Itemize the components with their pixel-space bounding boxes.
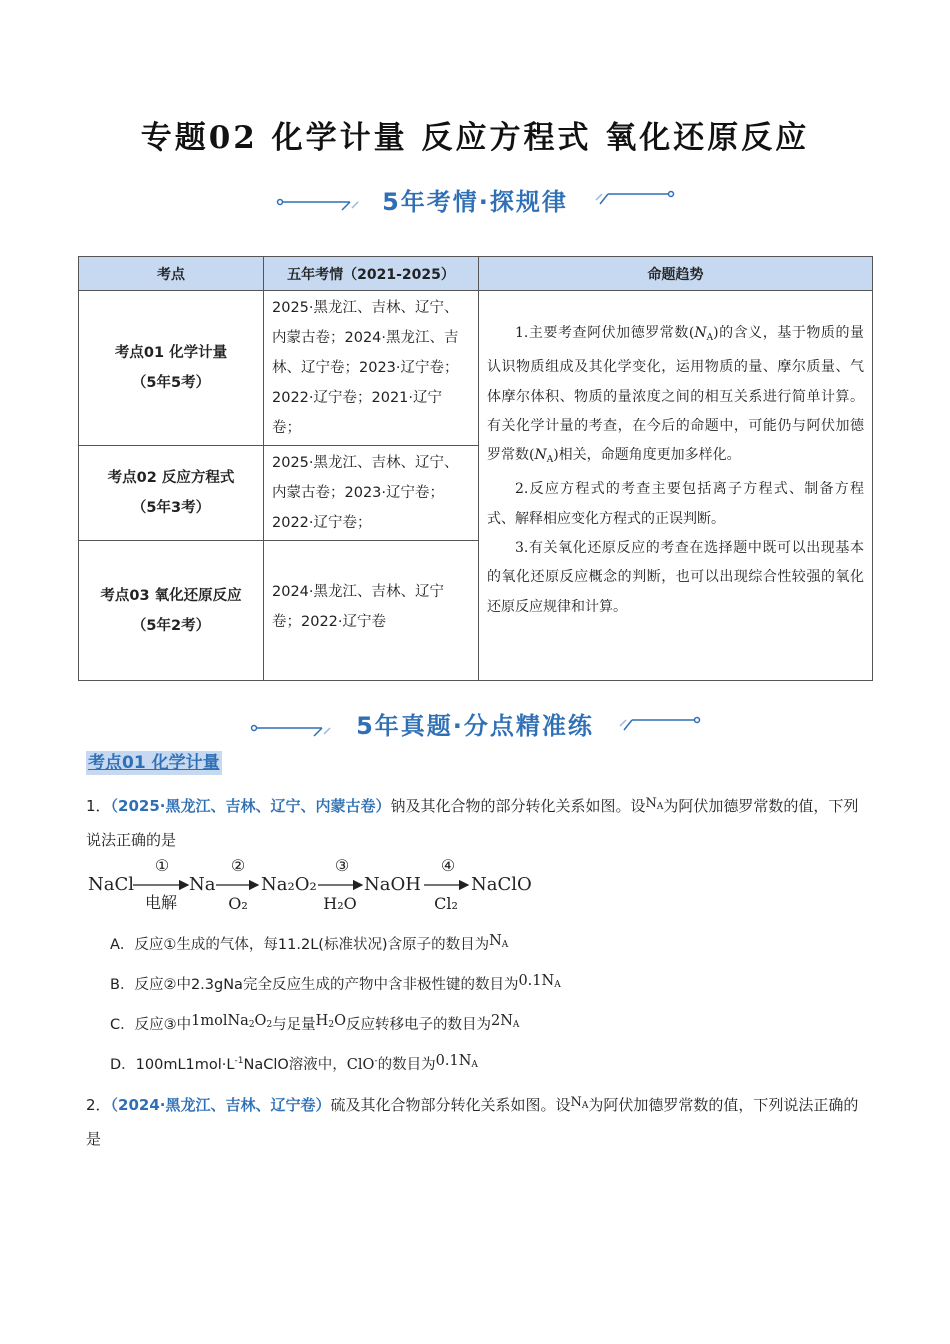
banner-title: 5年真题·分点精准练 <box>356 712 594 740</box>
trend-paragraph: 2.反应方程式的考查主要包括离子方程式、制备方程式、解释相应变化方程式的正误判断。 <box>487 481 864 527</box>
exam-point-cell <box>79 446 264 541</box>
condition-label: O₂ <box>228 894 248 913</box>
option-b[interactable]: B．反应②中2.3gNa完全反应生成的产物中含非极性键的数目为$0.1N^A$ <box>110 973 561 993</box>
species-label: NaOH <box>364 874 421 895</box>
step-label: ② <box>230 856 246 875</box>
exam-point-cell <box>79 291 264 446</box>
exam-point-name: 考点02 反应方程式 <box>107 470 235 486</box>
question-source: （2025·黑龙江、吉林、辽宁、内蒙古卷） <box>110 797 391 815</box>
condition-label: 电解 <box>144 893 177 912</box>
species-label: NaClO <box>471 874 532 895</box>
step-label: ④ <box>440 856 456 875</box>
trend-cell <box>479 291 873 681</box>
exam-trend-table <box>78 256 873 681</box>
condition-label: Cl₂ <box>434 894 458 913</box>
option-a[interactable]: A．反应①生成的气体，每11.2L(标准状况)含原子的数目为$N^A$ <box>110 933 509 953</box>
species-label: NaCl <box>88 874 135 895</box>
exam-point-name: 考点03 氧化还原反应 <box>100 587 242 604</box>
exam-point-count: （5年3考） <box>131 500 211 516</box>
table-header-cell: 五年考情（2021-2025） <box>264 257 479 291</box>
exam-years-cell: 2024·黑龙江、吉林、辽宁卷；2022·辽宁卷 <box>264 541 479 681</box>
table-row <box>79 291 873 446</box>
exam-point-cell <box>79 541 264 681</box>
table-header-row <box>79 257 873 291</box>
question-number: 2． <box>86 1096 111 1114</box>
question-1: 1．（2025·黑龙江、吉林、辽宁、内蒙古卷）钠及其化合物的部分转化关系如图。设$N^A$为阿伏加德罗常数的值，下列说法正确的是 <box>86 796 859 849</box>
step-label: ① <box>154 856 170 875</box>
species-label: Na₂O₂ <box>261 874 317 895</box>
exam-point-name: 考点01 化学计量 <box>114 345 228 361</box>
question-number: 1． <box>86 797 111 815</box>
page-title: 专题02 化学计量 反应方程式 氧化还原反应 <box>140 120 810 156</box>
question-source: （2024·黑龙江、吉林、辽宁卷） <box>110 1096 331 1114</box>
table-header-cell: 考点 <box>79 257 264 291</box>
exam-point-count: （5年2考） <box>131 617 211 634</box>
section-banner-trends <box>0 180 950 220</box>
trend-paragraph: 1.主要考查阿伏加德罗常数$(N_A)$的含义，基于物质的量认识物质组成及其化学变化，运用物质的量、摩尔质量、气体摩尔体积、物质的量浓度之间的相互关系进行简单计算。有关化学计量的考查，在今后的命题中，可能仍与阿伏加德罗常数$(N_A)$相关，命题角度更加多样化。 <box>487 325 864 466</box>
step-label: ③ <box>334 856 350 875</box>
exam-years-cell: 2025·黑龙江、吉林、辽宁、内蒙古卷；2024·黑龙江、吉林、辽宁卷；2023·辽宁卷；2022·辽宁卷；2021·辽宁卷； <box>264 291 479 446</box>
exam-point-heading: 考点01 化学计量 <box>88 753 220 773</box>
reaction-scheme <box>86 858 546 920</box>
condition-label: H₂O <box>323 894 357 913</box>
section-banner-practice <box>0 704 950 744</box>
trend-paragraph: 3.有关氧化还原反应的考查在选择题中既可以出现基本的氧化还原反应概念的判断，也可以出现综合性较强的氧化还原反应规律和计算。 <box>487 540 864 615</box>
table-header-cell: 命题趋势 <box>479 257 873 291</box>
option-d[interactable]: D．$100mL1mol\cdot L^{-1}NaClO$溶液中，ClO-的数目为$0.1N^A$ <box>110 1053 478 1073</box>
species-label: Na <box>189 874 216 895</box>
option-c[interactable]: C．反应③中$1molNa^2O^2$与足量$H^2O$反应转移电子的数目为$2N^A$ <box>110 1013 520 1033</box>
exam-point-count: （5年5考） <box>131 375 211 391</box>
question-2: 2．（2024·黑龙江、吉林、辽宁卷）硫及其化合物部分转化关系如图。设$N^A$为阿伏加德罗常数的值，下列说法正确的是 <box>86 1095 859 1148</box>
exam-years-cell: 2025·黑龙江、吉林、辽宁、内蒙古卷；2023·辽宁卷；2022·辽宁卷； <box>264 446 479 541</box>
banner-title: 5年考情·探规律 <box>382 188 568 216</box>
